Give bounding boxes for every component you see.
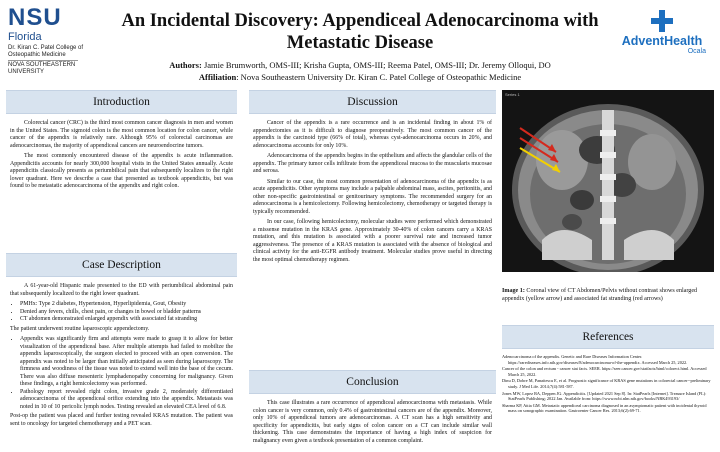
case-section bbox=[6, 253, 237, 435]
discussion-heading: Discussion bbox=[249, 90, 496, 114]
conclusion-body bbox=[249, 394, 496, 452]
image-caption-label: Image 1: bbox=[502, 288, 525, 294]
reference-item: Jones MW, Lopez RA, Deppen JG. Appendicitis. [Updated 2021 Sep 8]. In: StatPearls [Internet]. Treasure Island (FL): StatPearls Publishing; 2022 Jan. Available from: https://www.ncbi.nlm.nih.gov/books/NBK493193/ bbox=[502, 390, 707, 402]
list-item: • Denied any fevers, chills, chest pain, or changes in bowel or bladder patterns bbox=[20, 309, 233, 317]
references-section bbox=[502, 325, 714, 349]
case-body bbox=[6, 277, 237, 435]
conclusion-paragraph: This case illustrates a rare occurrence of appendiceal adenocarcinoma with metastasis. While colon cancer is very common, only 0.4% of gastrointestinal cancers are of the appendix. Moreover, only 10% of appendiceal tumors are adenocarcinomas. A CT scan has a high sensitivity and specificity for appendicitis, but early signs of colon cancer on a CT can include similar wall thickening. This case demonstrates the importance of having a high index of suspicion for malignancy even given a textbook presentation of a common complaint. bbox=[253, 400, 492, 444]
affiliation-line bbox=[120, 72, 600, 82]
adventhealth-location: Ocala bbox=[687, 48, 706, 55]
title-block bbox=[120, 10, 600, 82]
case-surgery-list bbox=[10, 336, 233, 411]
poster-title-line2: Metastatic Disease bbox=[286, 33, 434, 53]
authors-line bbox=[120, 60, 600, 70]
discussion-paragraph: In our case, following hemicolectomy, molecular studies were performed which demonstrated a missense mutation in the KRAS gene. Approximately 30-40% of colon cancers carry a KRAS mutation, and this mutation is associated with a poorer survival rate and increased tumor aggressiveness. The presence of a KRAS mutation is associated with the absence of biological and clinical activity for the anti-EGFR antibody treatment. Molecular studies prove useful in directing the most optimal chemotherapy regimen. bbox=[253, 219, 492, 263]
introduction-heading: Introduction bbox=[6, 90, 237, 114]
discussion-paragraph: Similar to our case, the most common presentation of adenocarcinoma of the appendix is as acute appendicitis. Other symptoms may include a palpable abdominal mass, ascites, peritonitis, and other non-specific gastrointestinal or genitourinary symptoms. The recommended surgery for an adenocarcinoma is a hemicolectomy. Following hemicolectomy, chemotherapy or targeted therapy is typically recommended. bbox=[253, 178, 492, 215]
discussion-body bbox=[249, 114, 496, 364]
list-item: • PMHx: Type 2 diabetes, Hypertension, Hyperlipidemia, Gout, Obesity bbox=[20, 301, 233, 309]
case-paragraph: Post-op the patient was placed and further testing revealed KRAS mutation. The patient was sent to oncology for targeted chemotherapy and a PET scan. bbox=[10, 413, 233, 427]
image-caption bbox=[502, 288, 714, 303]
list-item: • CT abdomen demonstrated enlarged appendix with associated fat stranding bbox=[20, 316, 233, 324]
discussion-paragraph: Adenocarcinoma of the appendix begins in the epithelium and affects the glandular cells of the appendix. The primary tumor cells infiltrate from the appendiceal mucosa to the muscularis mucosae and serosa. bbox=[253, 153, 492, 174]
ct-series-label: Series 1 bbox=[505, 92, 520, 97]
conclusion-section bbox=[249, 370, 496, 452]
case-paragraph: The patient underwent routine laparoscopic appendectomy. bbox=[10, 325, 150, 332]
ct-scan-illustration bbox=[502, 90, 714, 272]
column-middle bbox=[249, 90, 496, 452]
reference-item: Cancer of the colon and rectum - cancer stat facts. SEER. https://seer.cancer.gov/statfacts/html/colorect.html. Accessed March 25, 2022. bbox=[502, 366, 707, 377]
nsu-logo-university: NOVA SOUTHEASTERN UNIVERSITY bbox=[8, 60, 78, 75]
introduction-paragraph: Colorectal cancer (CRC) is the third most common cancer diagnosis in men and women in the United States. The sigmoid colon is the most common location for colon cancer, while cancer of the appendix is relatively rare. Although 95% of colorectal carcinomas are adenocarcinomas, the majority of appendiceal cancers are neuroendocrine tumors. bbox=[10, 120, 233, 149]
affiliation-text: : Nova Southeastern University Dr. Kiran C. Patel College of Osteopathic Medicine bbox=[236, 72, 522, 82]
nsu-logo bbox=[8, 6, 88, 75]
list-item: • Pathology report revealed right colon, invasive grade 2, moderately differentiated adenocarcinoma of the appendiceal orifice extending into the appendix. Metastasis was noted in 10 of 10 pericolic lymph nodes. Testing revealed an elevated CEA level of 6.8. bbox=[20, 389, 233, 412]
introduction-body bbox=[6, 114, 237, 248]
references-heading: References bbox=[502, 325, 714, 349]
column-left bbox=[6, 90, 237, 435]
ct-scan-image bbox=[502, 90, 714, 272]
introduction-paragraph: The most commonly encountered disease of the appendix is acute inflammation. Appendicitis accounts for nearly 300,000 hospital visits in the United States annually. Acute appendicitis classically presents as periumbilical pain that subsequently localizes to the right lower quadrant. Here we describe a case that presented as textbook appendicitis, but was found to be metastatic adenocarcinoma of the appendix and right colon. bbox=[10, 153, 233, 189]
reference-item: Dinu D, Dobre M, Panaitescu E, et al. Prognostic significance of KRAS gene mutations in colorectal cancer--preliminary study. J Med Life. 2014;7(4):581-587. bbox=[502, 378, 711, 389]
references-list bbox=[502, 354, 714, 415]
list-item: • Appendix was significantly firm and attempts were made to grasp it to allow for better visualization of the appendiceal base. After multiple attempts had failed to mobilize the appendix laparoscopically, the surgeon elected to proceed with an open conversion. The appendix was noted to be larger than initially anticipated as seen during laparoscopy. The firmness and woodiness of the tissue was noted to extend well into the base of the cecum. There was also diffuse mesenteric lymphadenopathy concerning for malignancy. Given these findings, a right hemicolectomy was performed. bbox=[20, 336, 233, 389]
case-paragraph: A 61-year-old Hispanic male presented to the ED with periumbilical abdominal pain that subsequently localized to the right lower quadrant. bbox=[10, 283, 233, 297]
image-caption-text: Coronal view of CT Abdomen/Pelvis without contrast shows enlarged appendix (yellow arrow) and associated fat stranding (red arrows) bbox=[502, 288, 698, 302]
conclusion-heading: Conclusion bbox=[249, 370, 496, 394]
adventhealth-wordmark: AdventHealth bbox=[621, 34, 703, 48]
authors-text: Jamie Brumworth, OMS-III; Krisha Gupta, OMS-III; Reema Patel, OMS-III; Dr. Jeremy Olloqui, DO bbox=[203, 60, 551, 70]
poster-title bbox=[120, 10, 600, 54]
nsu-logo-college: Dr. Kiran C. Patel College of Osteopathic Medicine bbox=[8, 45, 84, 58]
adventhealth-logo bbox=[612, 10, 712, 55]
reference-item: Adenocarcinoma of the appendix. Genetic and Rare Diseases Information Center. https://rarediseases.info.nih.gov/diseases/8/adenocarcinoma-of-the-appendix. Accessed March 25, 2022. bbox=[502, 354, 688, 365]
affiliation-label: Affiliation bbox=[198, 72, 237, 82]
case-heading: Case Description bbox=[6, 253, 237, 277]
poster-title-line1: An Incidental Discovery: Appendiceal Adenocarcinoma with bbox=[121, 11, 599, 31]
discussion-paragraph: Cancer of the appendix is a rare occurrence and is an incidental finding in about 1% of appendectomies as it is difficult to diagnose preoperatively. The most common cancer of the appendix is the carcinoid type (66% of total), whereas cyst-adenocarcinoma occurs in 20%, and adenocarcinoma accounts for only 10%. bbox=[253, 120, 492, 149]
nsu-logo-wordmark: NSU bbox=[8, 4, 62, 31]
nsu-logo-florida: Florida bbox=[8, 31, 42, 43]
reference-item: Sharma KP, Attia GM. Metastatic appendiceal carcinoma diagnosed in an asymptomatic patient with incidental thyroid mass on sonographic examination. Gastroenter Cancer Res. 2013;6(2):69-71. bbox=[502, 402, 707, 414]
poster-header bbox=[0, 0, 720, 90]
discussion-section bbox=[249, 90, 496, 364]
introduction-section bbox=[6, 90, 237, 248]
authors-label: Authors: bbox=[169, 60, 202, 70]
case-history-list bbox=[10, 301, 233, 324]
adventhealth-cross-icon bbox=[651, 10, 673, 32]
